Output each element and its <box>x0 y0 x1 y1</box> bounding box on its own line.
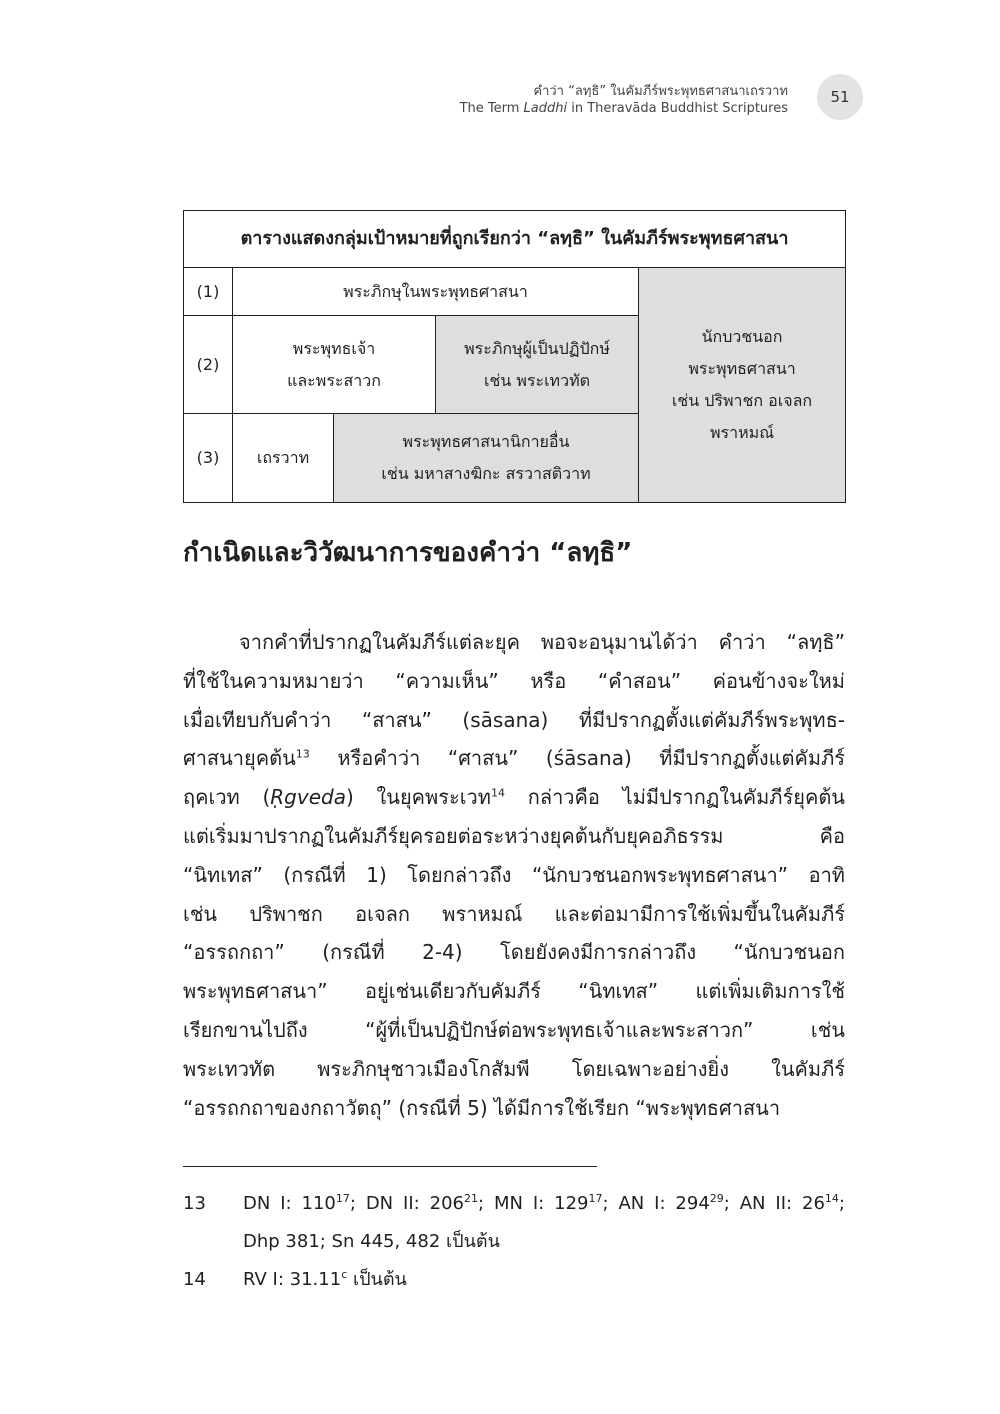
cell-theravada: เถรวาท <box>233 414 334 503</box>
running-head-english: The Term Laddhi in Theravāda Buddhist Scriptures <box>459 101 788 116</box>
running-head-thai: คำว่า “ลทฺธิ” ในคัมภีร์พระพุทธศาสนาเถรวาท <box>533 84 788 99</box>
footnote-14 <box>183 1261 845 1299</box>
footnote-text: DN I: $110^{17}$; DN II: $206^{21}$; MN I: $129^{17}$; AN I: $294^{29}$; AN II: $26^{14}$; Dhp 381; Sn 445, 482 เป็นต้น <box>243 1192 845 1252</box>
body-line: ฤคเวท (Ṛgveda) ในยุคพระเวท$^{14}$ กล่าวคือ ไม่มีปรากฏในคัมภีร์ยุคต้น <box>183 785 845 810</box>
footnote-divider <box>183 1166 597 1167</box>
footnotes <box>183 1185 845 1299</box>
footnote-text: RV I: 31.11$^c$ เป็นต้น <box>243 1268 407 1290</box>
body-line: เรียกขานไปถึง “ผู้ที่เป็นปฏิปักษ์ต่อพระพุทธเจ้าและพระสาวก” เช่น <box>183 1017 845 1042</box>
row-label-2: (2) <box>184 316 233 414</box>
row-label-3: (3) <box>184 414 233 503</box>
body-line: เมื่อเทียบกับคำว่า “สาสน” (sāsana) ที่มีปรากฏตั้งแต่คัมภีร์พระพุทธ- <box>183 707 845 732</box>
body-line: จากคำที่ปรากฏในคัมภีร์แต่ละยุค พอจะอนุมานได้ว่า คำว่า “ลทฺธิ” <box>239 630 845 654</box>
row-label-1: (1) <box>184 268 233 316</box>
table-title: ตารางแสดงกลุ่มเป้าหมายที่ถูกเรียกว่า “ลทฺธิ” ในคัมภีร์พระพุทธศาสนา <box>184 211 846 268</box>
body-paragraph <box>183 623 845 1127</box>
footnote-ref-13: 13 <box>295 747 310 761</box>
footnote-number: 14 <box>183 1269 206 1290</box>
body-line: “นิทเทส” (กรณีที่ 1) โดยกล่าวถึง “นักบวชนอกพระพุทธศาสนา” อาทิ <box>183 862 845 887</box>
footnote-number: 13 <box>183 1193 206 1214</box>
target-groups-table <box>183 210 846 503</box>
cell-non-buddhist-ascetics: นักบวชนอก พระพุทธศาสนา เช่น ปริพาชก อเจลก พราหมณ์ <box>639 268 846 503</box>
footnote-ref-14: 14 <box>490 786 505 800</box>
body-line: ศาสนายุคต้น$^{13}$ หรือคำว่า “ศาสน” (śāsana) ที่มีปรากฏตั้งแต่คัมภีร์ <box>183 746 845 771</box>
body-line: “อรรถกถาของกถาวัตถุ” (กรณีที่ 5) ได้มีการใช้เรียก “พระพุทธศาสนา <box>183 1095 781 1120</box>
body-line: เช่น ปริพาชก อเจลก พราหมณ์ และต่อมามีการใช้เพิ่มขึ้นในคัมภีร์ <box>183 901 845 926</box>
cell-other-schools: พระพุทธศาสนานิกายอื่น เช่น มหาสางฆิกะ สรวาสติวาท <box>334 414 639 503</box>
section-title: กำเนิดและวิวัฒนาการของคำว่า “ลทฺธิ” <box>183 538 633 568</box>
body-line: แต่เริ่มมาปรากฏในคัมภีร์ยุครอยต่อระหว่างยุคต้นกับยุคอภิธรรม คือ <box>183 823 845 848</box>
running-head <box>460 83 788 117</box>
body-line: “อรรถกถา” (กรณีที่ 2-4) โดยยังคงมีการกล่าวถึง “นักบวชนอก <box>183 940 845 965</box>
body-line: พระพุทธศาสนา” อยู่เช่นเดียวกับคัมภีร์ “นิทเทส” แต่เพิ่มเติมการใช้ <box>183 979 845 1004</box>
body-line: พระเทวทัต พระภิกษุชาวเมืองโกสัมพี โดยเฉพาะอย่างยิ่ง ในคัมภีร์ <box>183 1056 845 1081</box>
body-line: ที่ใช้ในความหมายว่า “ความเห็น” หรือ “คำสอน” ค่อนข้างจะใหม่ <box>183 668 845 693</box>
footnote-13 <box>183 1185 845 1261</box>
cell-monks-in-buddhism: พระภิกษุในพระพุทธศาสนา <box>233 268 639 316</box>
cell-buddha-and-disciples: พระพุทธเจ้า และพระสาวก <box>233 316 436 414</box>
page-number: 51 <box>817 74 863 120</box>
cell-opposing-monks: พระภิกษุผู้เป็นปฏิปักษ์ เช่น พระเทวทัต <box>436 316 639 414</box>
